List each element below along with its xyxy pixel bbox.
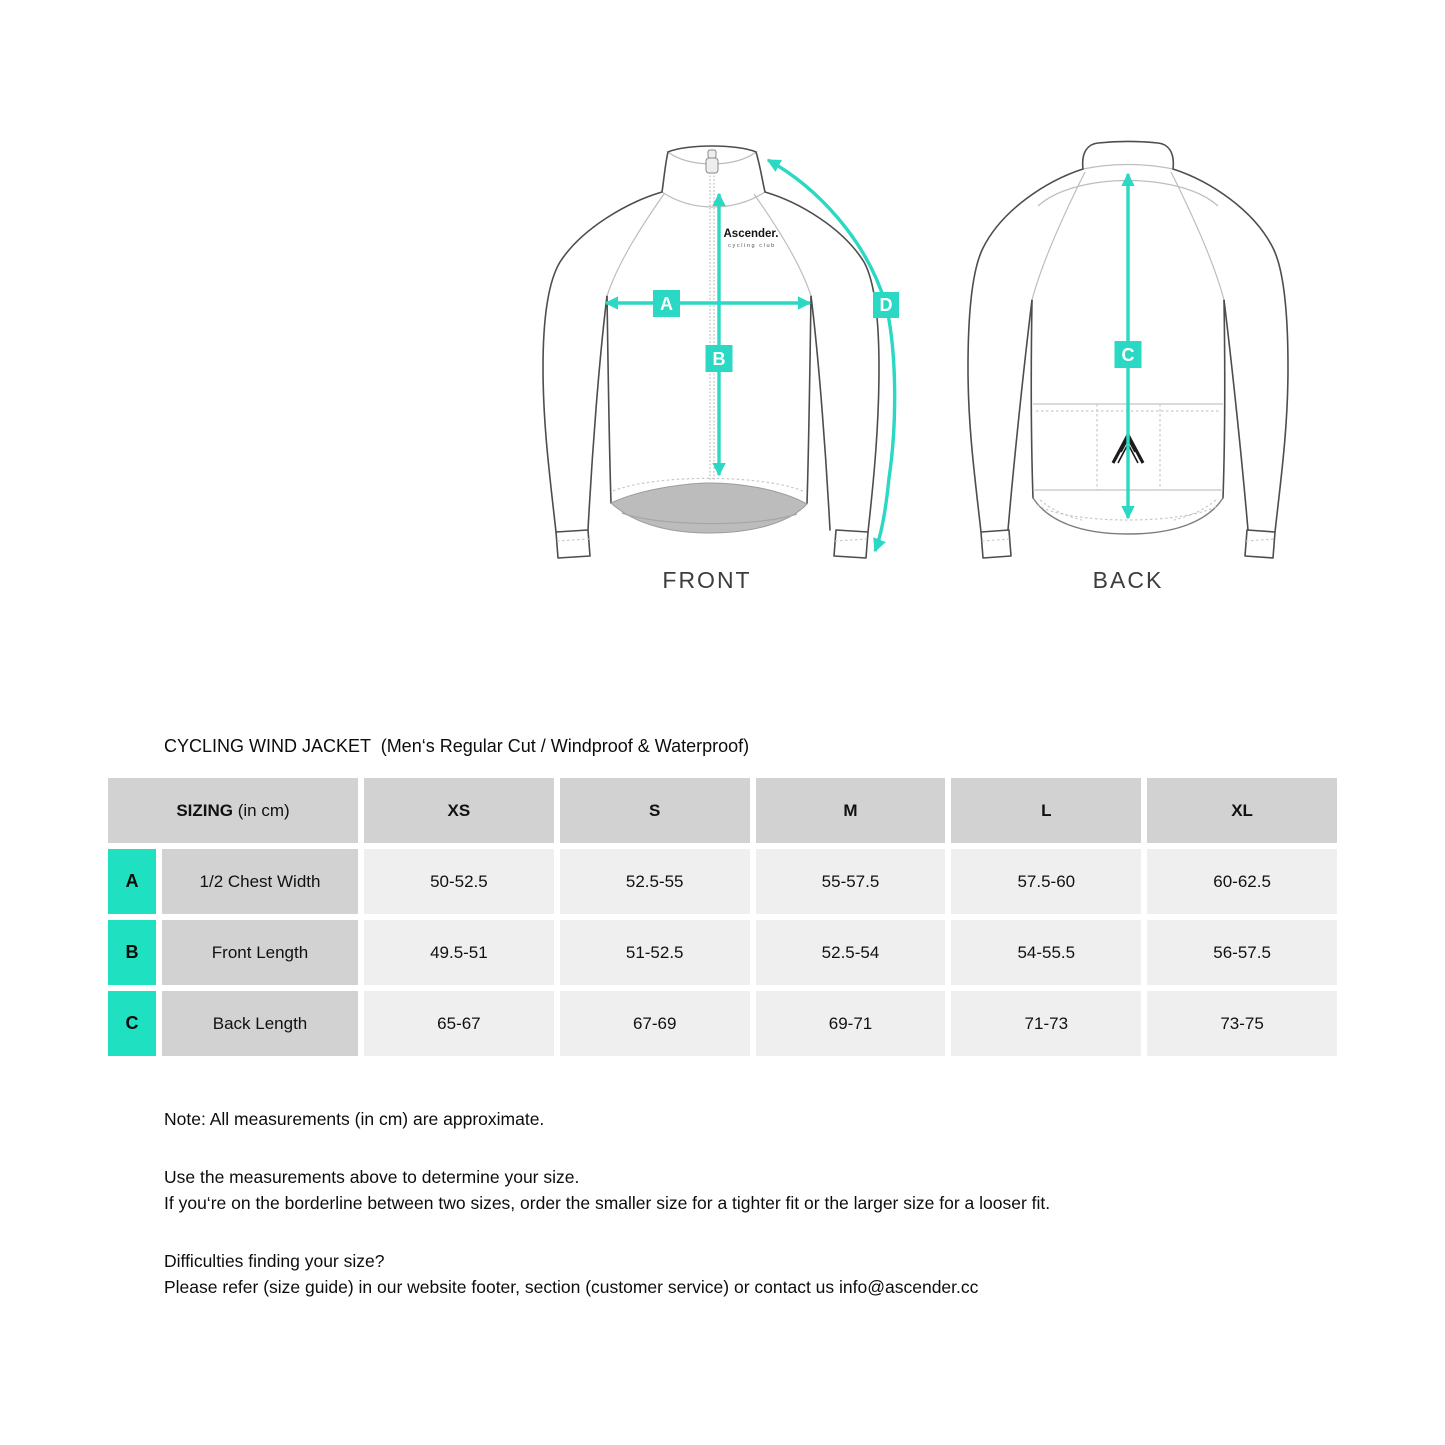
measure-label-b: B bbox=[712, 349, 726, 369]
front-jacket-diagram bbox=[543, 146, 899, 593]
table-value-cell: 60-62.5 bbox=[1147, 849, 1337, 914]
table-value-cell: 67-69 bbox=[560, 991, 750, 1056]
sizing-header-bold: SIZING bbox=[176, 800, 233, 820]
table-label-cell bbox=[162, 991, 358, 1056]
sizing-header-unit: (in cm) bbox=[233, 800, 290, 820]
table-value-cell: 65-67 bbox=[364, 991, 554, 1056]
back-right-cuff bbox=[1245, 530, 1275, 558]
note-use-2: If you‘re on the borderline between two sizes, order the smaller size for a tighter fit or the larger size for a looser fit. bbox=[164, 1193, 1051, 1213]
back-view-label: BACK bbox=[1092, 567, 1164, 593]
measure-arrow-c bbox=[1115, 174, 1142, 518]
back-body-left bbox=[1031, 300, 1033, 498]
table-value-cell: 49.5-51 bbox=[364, 920, 554, 985]
row-label: 1/2 Chest Width bbox=[199, 871, 321, 891]
back-jacket-diagram bbox=[968, 142, 1288, 594]
front-body-right bbox=[807, 296, 811, 503]
table-header-xl: XL bbox=[1147, 778, 1337, 843]
jacket-measurement-diagram bbox=[0, 0, 1445, 680]
table-label-cell bbox=[162, 920, 358, 985]
table-value-cell: 71-73 bbox=[951, 991, 1141, 1056]
table-value-cell: 57.5-60 bbox=[951, 849, 1141, 914]
table-header-m: M bbox=[756, 778, 946, 843]
front-view-label: FRONT bbox=[662, 567, 752, 593]
table-value-cell: 52.5-55 bbox=[560, 849, 750, 914]
table-value-cell: 69-71 bbox=[756, 991, 946, 1056]
note-contact: Please refer (size guide) in our website footer, section (customer service) or contact us info@ascender.cc bbox=[164, 1277, 979, 1297]
table-key-cell-b: B bbox=[108, 920, 156, 985]
table-label-cell bbox=[162, 849, 358, 914]
table-key-cell-a: A bbox=[108, 849, 156, 914]
row-label: Front Length bbox=[211, 942, 309, 962]
note-use-1: Use the measurements above to determine your size. bbox=[164, 1167, 580, 1187]
table-value-cell: 54-55.5 bbox=[951, 920, 1141, 985]
measure-label-a: A bbox=[660, 294, 673, 314]
notes-section bbox=[164, 1106, 1050, 1300]
table-value-cell: 55-57.5 bbox=[756, 849, 946, 914]
table-header-s: S bbox=[560, 778, 750, 843]
back-body-right bbox=[1223, 300, 1225, 498]
table-value-cell: 52.5-54 bbox=[756, 920, 946, 985]
table-header-sizing bbox=[108, 778, 358, 843]
table-value-cell: 50-52.5 bbox=[364, 849, 554, 914]
table-value-cell: 51-52.5 bbox=[560, 920, 750, 985]
note-approximate: Note: All measurements (in cm) are approximate. bbox=[164, 1109, 545, 1129]
brand-logo-subtext: cycling club bbox=[728, 243, 776, 249]
front-left-cuff bbox=[556, 530, 590, 558]
table-value-cell: 56-57.5 bbox=[1147, 920, 1337, 985]
table-value-cell: 73-75 bbox=[1147, 991, 1337, 1056]
table-header-xs: XS bbox=[364, 778, 554, 843]
front-right-cuff bbox=[834, 530, 868, 558]
zipper-pull bbox=[708, 150, 716, 158]
front-right-sleeve bbox=[765, 192, 879, 532]
product-title: CYCLING WIND JACKET (Men‘s Regular Cut / Windproof & Waterproof) bbox=[164, 736, 750, 756]
note-difficulties: Difficulties finding your size? bbox=[164, 1251, 385, 1271]
table-key-cell-c: C bbox=[108, 991, 156, 1056]
front-hem bbox=[611, 483, 807, 533]
front-body-left bbox=[607, 296, 611, 503]
measure-label-d: D bbox=[879, 295, 893, 315]
row-label: Back Length bbox=[212, 1013, 308, 1033]
brand-logo-text: Ascender. bbox=[723, 228, 779, 240]
sizing-table bbox=[108, 778, 1337, 1056]
measure-arrow-a bbox=[606, 290, 810, 317]
back-left-cuff bbox=[981, 530, 1011, 558]
front-left-sleeve bbox=[543, 192, 662, 532]
table-header-l: L bbox=[951, 778, 1141, 843]
measure-label-c: C bbox=[1121, 345, 1135, 365]
